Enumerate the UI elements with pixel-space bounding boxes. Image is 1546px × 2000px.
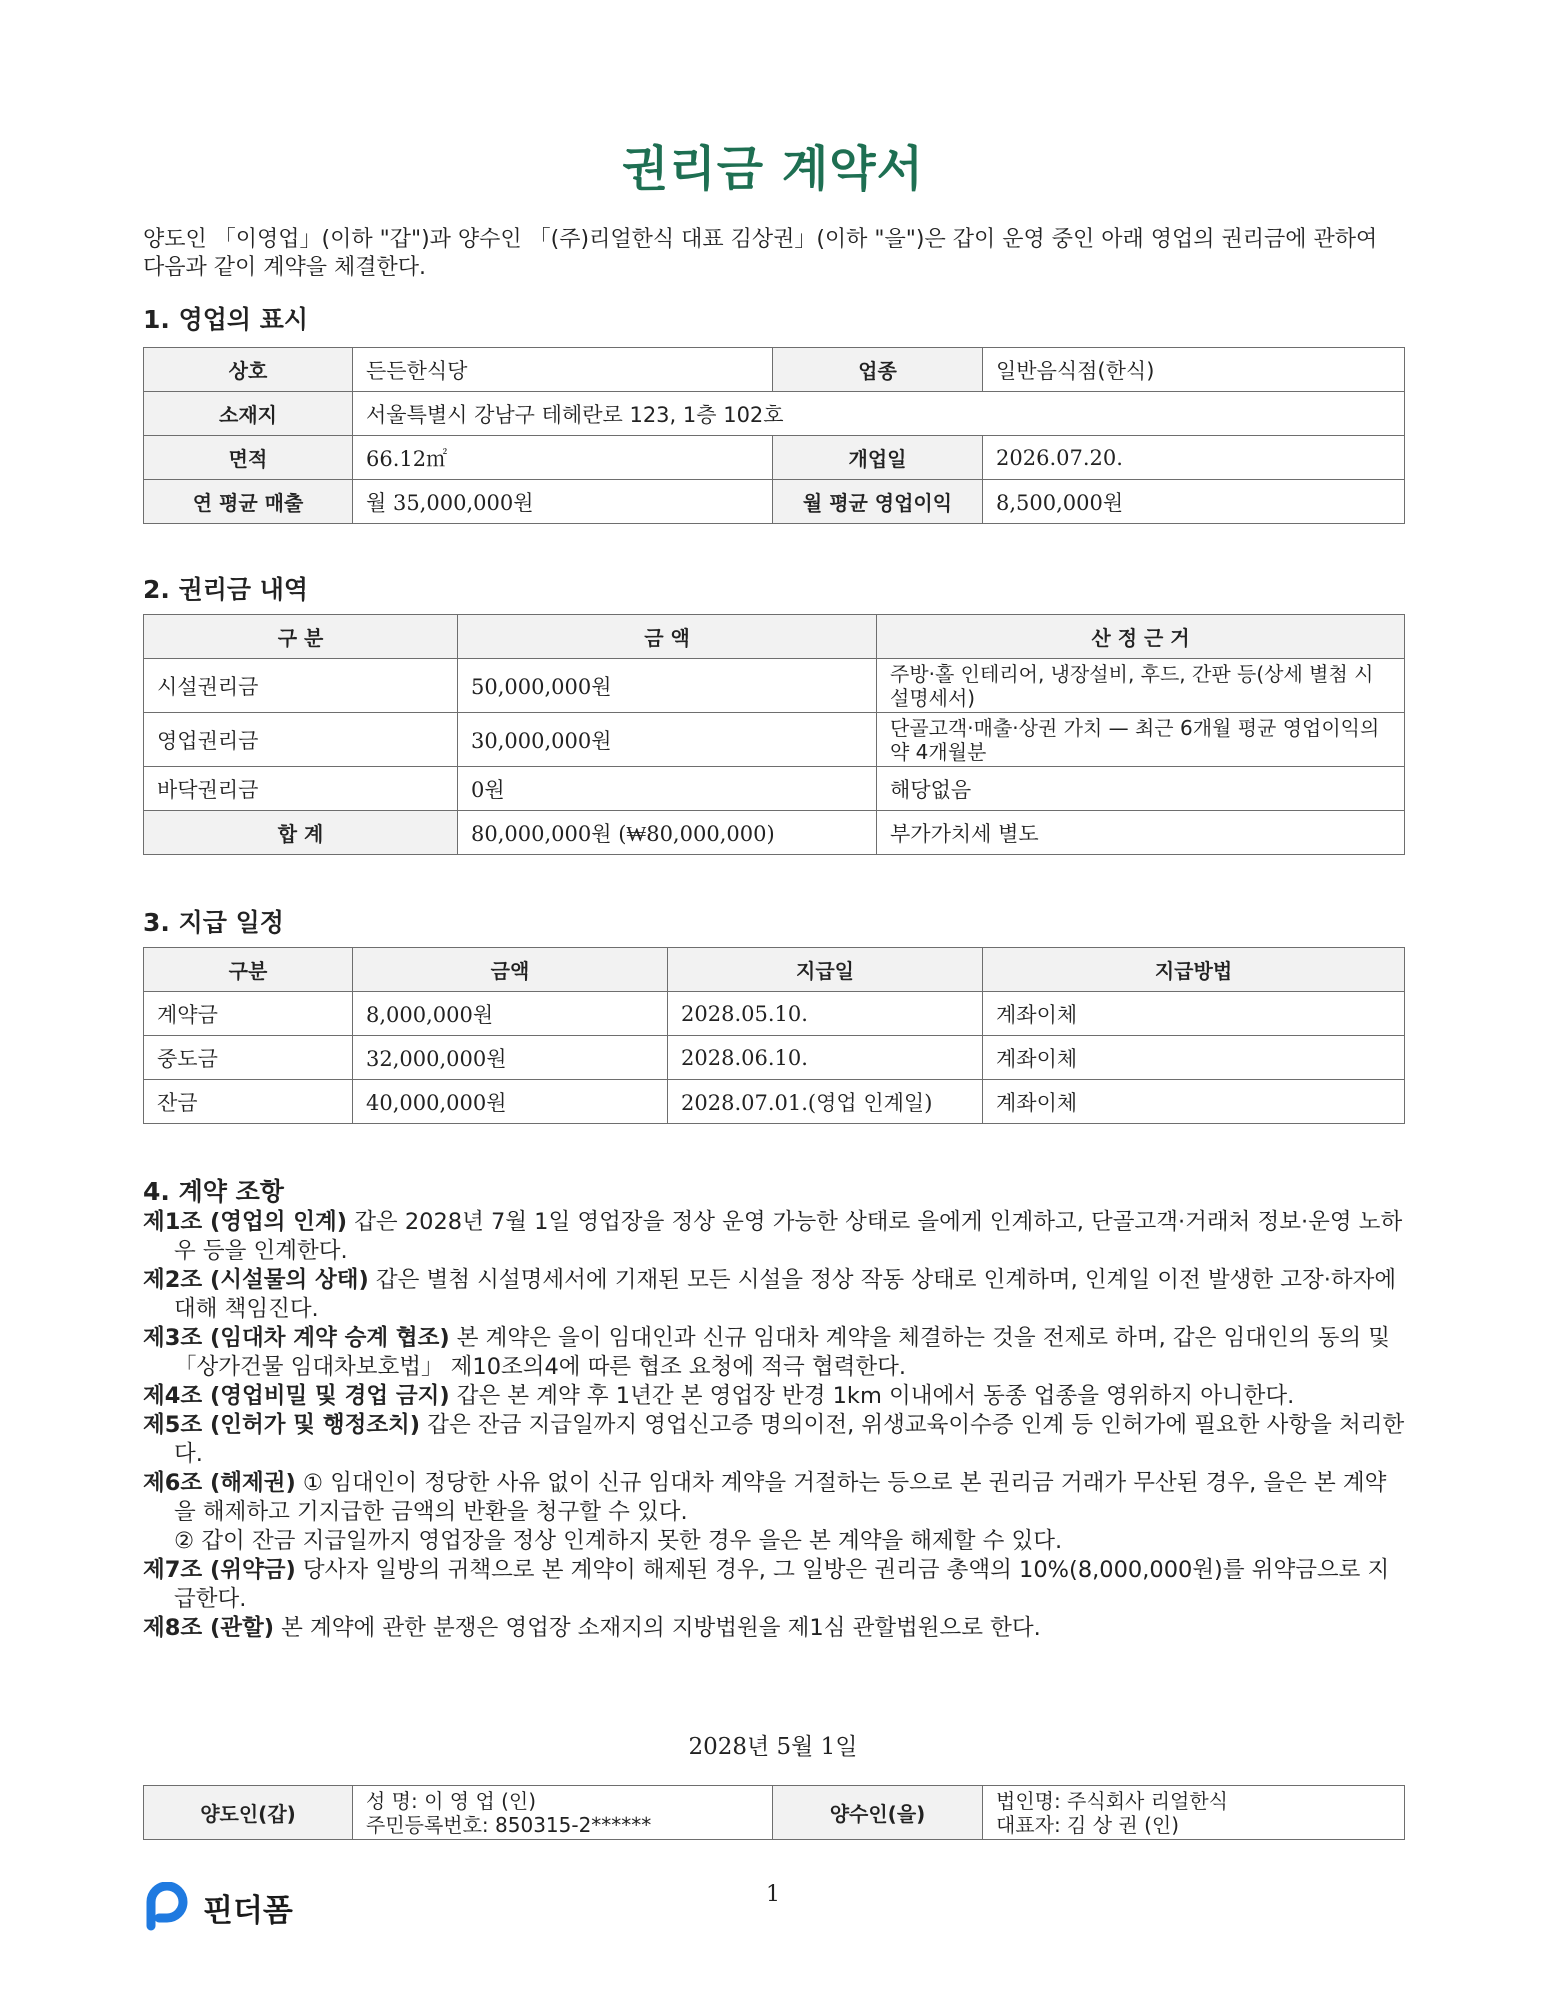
table-cell: 잔금 [144, 1080, 353, 1124]
column-header: 금액 [353, 948, 668, 992]
premium-table [143, 614, 1405, 855]
column-header: 산 정 근 거 [877, 615, 1405, 659]
table-cell: 8,500,000원 [983, 480, 1405, 524]
total-amount: 80,000,000원 (₩80,000,000) [458, 811, 877, 855]
table-cell: 계좌이체 [983, 1080, 1405, 1124]
table-row [144, 392, 1405, 436]
clause-title: 제7조 (위약금) [143, 1557, 296, 1583]
table-cell: 월 35,000,000원 [353, 480, 773, 524]
seller-info [353, 1786, 773, 1840]
clause-item [143, 1208, 1408, 1266]
table-label: 연 평균 매출 [144, 480, 353, 524]
clause-title: 제8조 (관할) [143, 1615, 274, 1641]
table-cell: 32,000,000원 [353, 1036, 668, 1080]
table-row [144, 1786, 1405, 1840]
clause-text: ① 임대인이 정당한 사유 없이 신규 임대차 계약을 거절하는 등으로 본 권리금 거래가 무산된 경우, 을은 본 계약을 해제하고 기지급한 금액의 반환을 청구할 수 있다. [174, 1470, 1387, 1525]
page-number: 1 [766, 1882, 780, 1907]
table-cell: 0원 [458, 767, 877, 811]
table-label: 월 평균 영업이익 [773, 480, 983, 524]
clause-text: 갑은 2028년 7월 1일 영업장을 정상 운영 가능한 상태로 을에게 인계하고, 단골고객·거래처 정보·운영 노하우 등을 인계한다. [174, 1209, 1403, 1264]
clause-item [143, 1266, 1408, 1324]
clause-text: 갑은 잔금 지급일까지 영업신고증 명의이전, 위생교육이수증 인계 등 인허가에 필요한 사항을 처리한다. [174, 1412, 1405, 1467]
table-cell: 서울특별시 강남구 테헤란로 123, 1층 102호 [353, 392, 1405, 436]
table-cell: 계약금 [144, 992, 353, 1036]
table-row [144, 436, 1405, 480]
table-row [144, 659, 1405, 713]
intro-paragraph: 양도인 「이영업」(이하 "갑")과 양수인 「(주)리얼한식 대표 김상권」(이하 "을")은 갑이 운영 중인 아래 영업의 권리금에 관하여 다음과 같이 계약을 체결한다. [143, 227, 1378, 280]
table-row [144, 348, 1405, 392]
total-label: 합 계 [144, 811, 458, 855]
table-label: 상호 [144, 348, 353, 392]
table-cell: 일반음식점(한식) [983, 348, 1405, 392]
payment-schedule-table [143, 947, 1405, 1124]
table-cell: 30,000,000원 [458, 713, 877, 767]
section2-heading: 2. 권리금 내역 [143, 575, 309, 604]
clause-title: 제2조 (시설물의 상태) [143, 1267, 369, 1293]
table-label: 소재지 [144, 392, 353, 436]
logo-text: 핀더폼 [203, 1892, 293, 1929]
table-row [144, 1080, 1405, 1124]
column-header: 구분 [144, 948, 353, 992]
section1-heading: 1. 영업의 표시 [143, 305, 309, 334]
table-cell: 8,000,000원 [353, 992, 668, 1036]
brand-logo [143, 1882, 293, 1932]
table-row [144, 992, 1405, 1036]
table-cell: 해당없음 [877, 767, 1405, 811]
table-header-row [144, 615, 1405, 659]
clause-item [143, 1556, 1408, 1614]
table-cell: 바닥권리금 [144, 767, 458, 811]
clause-text: 갑은 본 계약 후 1년간 본 영업장 반경 1km 이내에서 동종 업종을 영위하지 아니한다. [449, 1383, 1295, 1409]
signature-table [143, 1785, 1405, 1840]
column-header: 금 액 [458, 615, 877, 659]
clause-item [143, 1469, 1408, 1556]
clause-title: 제6조 (해제권) [143, 1470, 296, 1496]
table-label: 개업일 [773, 436, 983, 480]
clause-item [143, 1324, 1408, 1382]
clause-title: 제3조 (임대차 계약 승계 협조) [143, 1325, 450, 1351]
buyer-representative: 대표자: 김 상 권 (인) [996, 1812, 1180, 1837]
section3-heading: 3. 지급 일정 [143, 908, 284, 937]
table-cell: 50,000,000원 [458, 659, 877, 713]
table-cell: 주방·홀 인테리어, 냉장설비, 후드, 간판 등(상세 별첨 시설명세서) [877, 659, 1405, 713]
clause-subitem: ② 갑이 잔금 지급일까지 영업장을 정상 인계하지 못한 경우 을은 본 계약을 해제할 수 있다. [174, 1528, 1063, 1554]
table-label: 업종 [773, 348, 983, 392]
table-header-row [144, 948, 1405, 992]
business-info-table [143, 347, 1405, 524]
buyer-label: 양수인(을) [773, 1786, 983, 1840]
table-cell: 영업권리금 [144, 713, 458, 767]
clause-text: 당사자 일방의 귀책으로 본 계약이 해제된 경우, 그 일방은 권리금 총액의 10%(8,000,000원)를 위약금으로 지급한다. [174, 1557, 1390, 1612]
seller-label: 양도인(갑) [144, 1786, 353, 1840]
clause-text: 본 계약에 관한 분쟁은 영업장 소재지의 지방법원을 제1심 관할법원으로 한다. [274, 1615, 1041, 1641]
table-total-row [144, 811, 1405, 855]
clause-title: 제4조 (영업비밀 및 경업 금지) [143, 1383, 450, 1409]
table-row [144, 480, 1405, 524]
contract-date: 2028년 5월 1일 [688, 1734, 858, 1760]
table-cell: 40,000,000원 [353, 1080, 668, 1124]
buyer-company: 법인명: 주식회사 리얼한식 [996, 1788, 1228, 1813]
clause-title: 제5조 (인허가 및 행정조치) [143, 1412, 421, 1438]
clause-text: 본 계약은 을이 임대인과 신규 임대차 계약을 체결하는 것을 전제로 하며, 갑은 임대인의 동의 및 「상가건물 임대차보호법」 제10조의4에 따른 협조 요청에 적극 협력한다. [174, 1325, 1391, 1380]
table-cell: 66.12㎡ [353, 436, 773, 480]
clause-text: 갑은 별첨 시설명세서에 기재된 모든 시설을 정상 작동 상태로 인계하며, 인계일 이전 발생한 고장·하자에 대해 책임진다. [174, 1267, 1397, 1322]
column-header: 지급방법 [983, 948, 1405, 992]
table-cell: 중도금 [144, 1036, 353, 1080]
table-cell: 2028.05.10. [668, 992, 983, 1036]
table-row [144, 1036, 1405, 1080]
table-row [144, 713, 1405, 767]
table-cell: 단골고객·매출·상권 가치 — 최근 6개월 평균 영업이익의 약 4개월분 [877, 713, 1405, 767]
seller-name: 성 명: 이 영 업 (인) [366, 1788, 537, 1813]
clause-item [143, 1411, 1408, 1469]
table-cell: 2028.07.01.(영업 인계일) [668, 1080, 983, 1124]
clause-title: 제1조 (영업의 인계) [143, 1209, 348, 1235]
section4-heading: 4. 계약 조항 [143, 1177, 284, 1206]
table-cell: 든든한식당 [353, 348, 773, 392]
buyer-info [983, 1786, 1405, 1840]
total-note: 부가가치세 별도 [877, 811, 1405, 855]
column-header: 지급일 [668, 948, 983, 992]
page-title: 권리금 계약서 [622, 141, 924, 197]
table-cell: 2028.06.10. [668, 1036, 983, 1080]
clause-list [143, 1208, 1408, 1643]
table-cell: 시설권리금 [144, 659, 458, 713]
finder-form-logo-icon [143, 1882, 191, 1932]
seller-id: 주민등록번호: 850315-2****** [366, 1812, 652, 1837]
table-cell: 계좌이체 [983, 992, 1405, 1036]
table-cell: 계좌이체 [983, 1036, 1405, 1080]
table-cell: 2026.07.20. [983, 436, 1405, 480]
table-row [144, 767, 1405, 811]
clause-item [143, 1614, 1408, 1643]
column-header: 구 분 [144, 615, 458, 659]
clause-item [143, 1382, 1408, 1411]
table-label: 면적 [144, 436, 353, 480]
